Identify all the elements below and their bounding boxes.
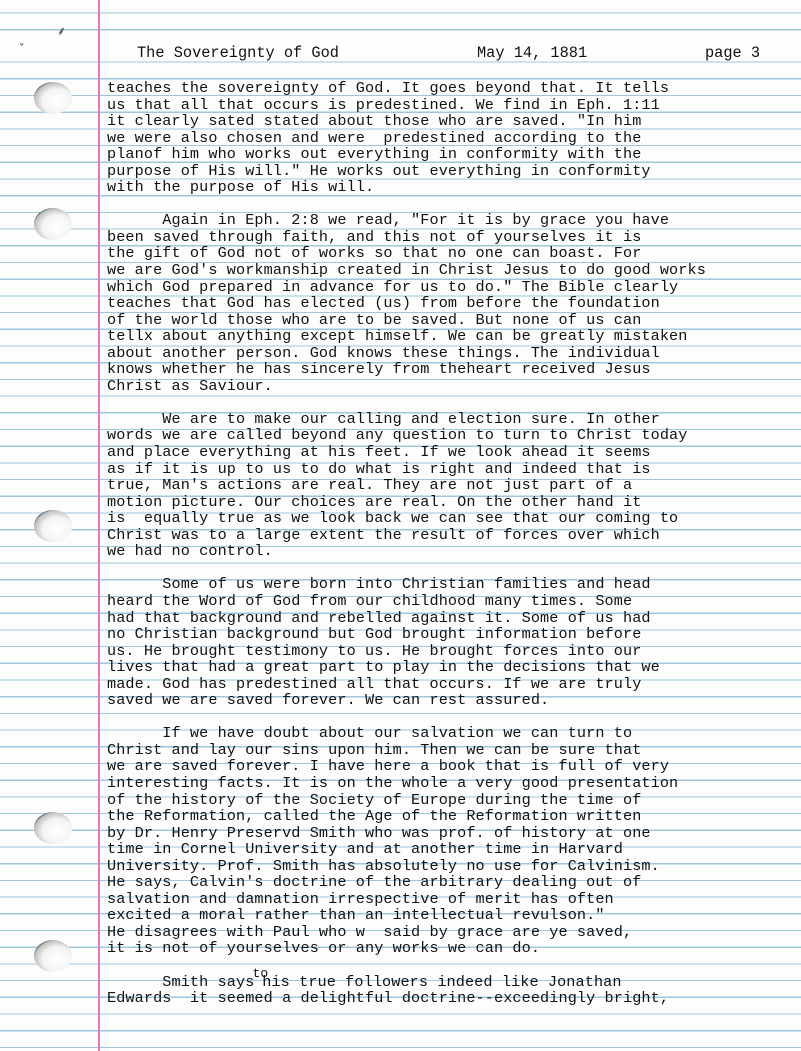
- text-line: knows whether he has sincerely from theheart received Jesus: [107, 360, 651, 379]
- paragraph: [107, 212, 797, 394]
- text-line: Christ and lay our sins upon him. Then we can be sure that: [107, 740, 642, 759]
- paragraph: [107, 576, 797, 708]
- text-line: lives that had a great part to play in the decisions that we: [107, 658, 660, 677]
- punch-hole-icon: [34, 82, 72, 114]
- punch-hole-icon: [34, 208, 72, 240]
- text-line: with the purpose of His will.: [107, 178, 375, 197]
- text-line: heard the Word of God from our childhood many times. Some: [107, 591, 633, 610]
- text-line: motion picture. Our choices are real. On the other hand it: [107, 492, 642, 511]
- text-line: Christ was to a large extent the result of forces over which: [107, 525, 660, 544]
- text-line: He disagrees with Paul who w said by grace are ye saved,: [107, 922, 633, 941]
- text-line: had that background and rebelled against it. Some of us had: [107, 608, 651, 627]
- text-line: [107, 965, 797, 991]
- text-line: the Reformation, called the Age of the Reformation written: [107, 807, 642, 826]
- text-segment: his true followers indeed like Jonathan: [262, 972, 622, 991]
- text-line: Christ as Saviour.: [107, 376, 273, 395]
- text-line: we are God's workmanship created in Christ Jesus to do good works: [107, 261, 706, 280]
- text-line: purpose of His will." He works out everything in conformity: [107, 161, 651, 180]
- text-line: it clearly sated stated about those who are saved. "In him: [107, 112, 642, 131]
- text-line: true, Man's actions are real. They are not just part of a: [107, 476, 633, 495]
- page-number: page 3: [705, 44, 761, 62]
- text-line: and place everything at his feet. If we look ahead it seems: [107, 443, 651, 462]
- text-line: we were also chosen and were predestined according to the: [107, 128, 642, 147]
- text-line: saved we are saved forever. We can rest assured.: [107, 691, 550, 710]
- body-text: [107, 80, 797, 1023]
- text-line: If we have doubt about our salvation we can turn to: [107, 724, 633, 743]
- insertion-mark: to: [252, 965, 269, 981]
- text-line: we are saved forever. I have here a book that is full of very: [107, 757, 670, 776]
- text-line: planof him who works out everything in conformity with the: [107, 145, 642, 164]
- text-line: by Dr. Henry Preservd Smith who was prof. of history at one: [107, 823, 651, 842]
- text-segment: Smith says: [107, 972, 255, 991]
- text-line: made. God has predestined all that occurs. If we are truly: [107, 674, 642, 693]
- text-line: been saved through faith, and this not of yourselves it is: [107, 227, 642, 246]
- paragraph: [107, 965, 797, 1008]
- text-line: We are to make our calling and election sure. In other: [107, 409, 660, 428]
- text-line: us. He brought testimony to us. He brought forces into our: [107, 641, 642, 660]
- paragraph: [107, 725, 797, 957]
- text-line: University. Prof. Smith has absolutely no use for Calvinism.: [107, 856, 660, 875]
- text-line: as if it is up to us to do what is right and indeed that is: [107, 459, 651, 478]
- text-line: us that all that occurs is predestined. We find in Eph. 1:11: [107, 95, 660, 114]
- text-line: Edwards it seemed a delightful doctrine--exceedingly bright,: [107, 989, 670, 1008]
- punch-hole-icon: [34, 940, 72, 972]
- text-line: interesting facts. It is on the whole a very good presentation: [107, 773, 679, 792]
- document-title: The Sovereignty of God: [137, 44, 339, 62]
- punch-hole-icon: [34, 812, 72, 844]
- text-line: excited a moral rather than an intellectual revulson.": [107, 906, 605, 925]
- text-line: teaches that God has elected (us) from before the foundation: [107, 294, 660, 313]
- text-line: it is not of yourselves or any works we can do.: [107, 939, 541, 958]
- punch-hole-icon: [34, 510, 72, 542]
- margin-line: [98, 0, 100, 1051]
- text-line: of the world those who are to be saved. But none of us can: [107, 310, 642, 329]
- text-line: teaches the sovereignty of God. It goes beyond that. It tells: [107, 79, 670, 97]
- text-line: words we are called beyond any question to turn to Christ today: [107, 426, 688, 445]
- paragraph: [107, 80, 797, 196]
- text-line: He says, Calvin's doctrine of the arbitrary dealing out of: [107, 873, 642, 892]
- text-line: salvation and damnation irrespective of merit has often: [107, 889, 614, 908]
- text-line: no Christian background but God brought information before: [107, 625, 642, 644]
- text-line: which God prepared in advance for us to do." The Bible clearly: [107, 277, 679, 296]
- text-line: about another person. God knows these things. The individual: [107, 343, 660, 362]
- text-line: tellx about anything except himself. We can be greatly mistaken: [107, 327, 688, 346]
- text-line: is equally true as we look back we can see that our coming to: [107, 509, 679, 528]
- corner-mark-icon: ⸙: [57, 24, 67, 38]
- text-line: the gift of God not of works so that no one can boast. For: [107, 244, 642, 263]
- corner-tick-icon: ˇ: [18, 42, 26, 56]
- page-header: [137, 44, 777, 66]
- text-line: Again in Eph. 2:8 we read, "For it is by grace you have: [107, 211, 670, 230]
- text-line: we had no control.: [107, 542, 273, 561]
- document-date: May 14, 1881: [477, 44, 588, 62]
- text-line: Some of us were born into Christian families and head: [107, 575, 651, 594]
- text-line: of the history of the Society of Europe during the time of: [107, 790, 642, 809]
- paragraph: [107, 411, 797, 560]
- text-line: time in Cornel University and at another time in Harvard: [107, 840, 623, 859]
